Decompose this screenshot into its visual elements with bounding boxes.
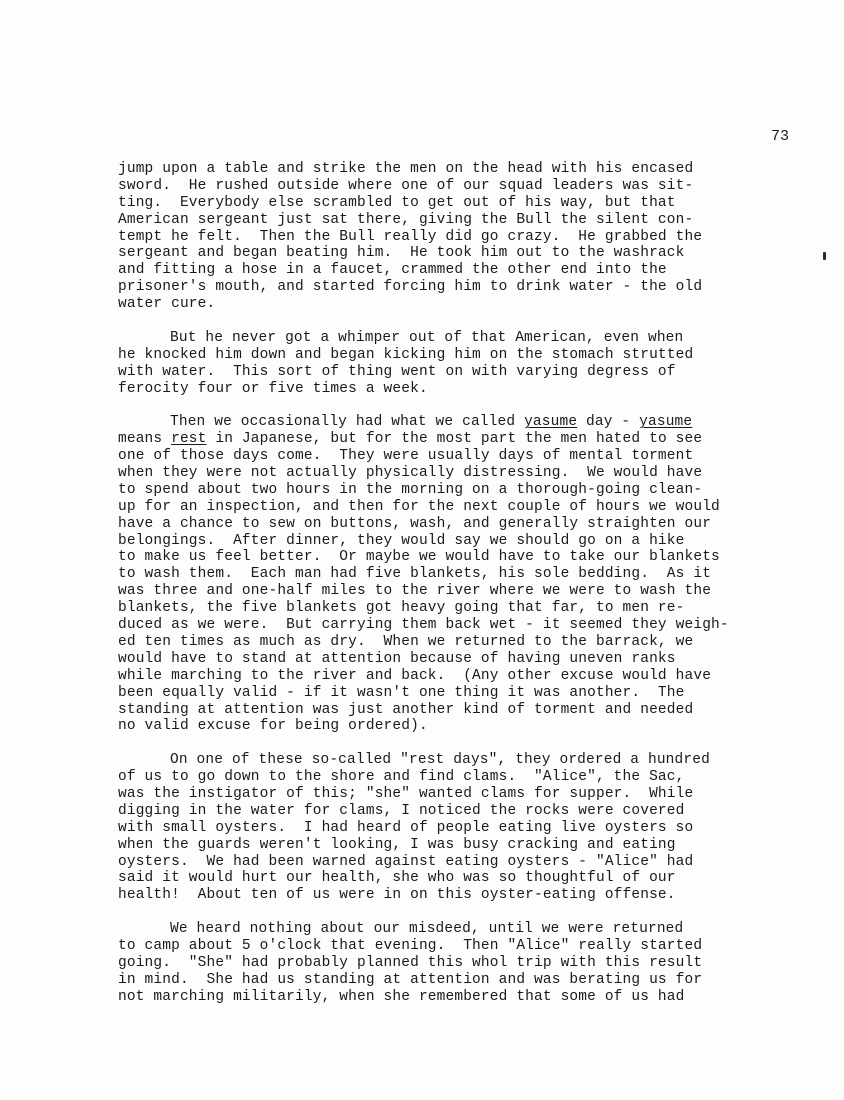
- text-segment: means: [118, 431, 172, 448]
- text-line: tempt he felt. Then the Bull really did go crazy. He grabbed the: [118, 228, 703, 245]
- text-line: On one of these so-called "rest days", they ordered a hundred: [170, 752, 710, 769]
- text-line: American sergeant just sat there, giving the Bull the silent con-: [118, 211, 694, 228]
- text-line: ferocity four or five times a week.: [118, 380, 428, 397]
- text-line: said it would hurt our health, she who was so thoughtful of our: [118, 870, 676, 887]
- text-line: duced as we were. But carrying them back wet - it seemed they weigh-: [118, 617, 729, 634]
- paragraph-1: [118, 161, 808, 313]
- text-line: standing at attention was just another kind of torment and needed: [118, 701, 694, 718]
- body-text: [118, 161, 808, 1022]
- text-line: in mind. She had us standing at attention and was berating us for: [118, 971, 703, 988]
- text-line: while marching to the river and back. (Any other excuse would have: [118, 667, 712, 684]
- text-line: was the instigator of this; "she" wanted clams for supper. While: [118, 785, 694, 802]
- page-number: 73: [771, 128, 790, 145]
- paragraph-5: [118, 921, 808, 1005]
- text-line: health! About ten of us were in on this oyster-eating offense.: [118, 887, 676, 904]
- text-line: no valid excuse for being ordered).: [118, 718, 428, 735]
- text-line: prisoner's mouth, and started forcing him to drink water - the old: [118, 279, 703, 296]
- text-line: would have to stand at attention because of having uneven ranks: [118, 650, 676, 667]
- text-line: one of those days come. They were usually days of mental torment: [118, 448, 694, 465]
- text-line: sergeant and began beating him. He took him out to the washrack: [118, 245, 685, 262]
- text-line: belongings. After dinner, they would say we should go on a hike: [118, 532, 685, 549]
- text-segment: in Japanese, but for the most part the men hated to see: [206, 431, 703, 448]
- text-line: was three and one-half miles to the river where we were to wash the: [118, 583, 712, 600]
- text-line: with small oysters. I had heard of people eating live oysters so: [118, 819, 694, 836]
- underlined-term: rest: [171, 431, 207, 448]
- underlined-term: yasume: [639, 414, 693, 431]
- paragraph-2: [118, 330, 808, 398]
- text-segment: Then we occasionally had what we called: [170, 414, 525, 431]
- text-line: ting. Everybody else scrambled to get out of his way, but that: [118, 194, 676, 211]
- text-line: water cure.: [118, 296, 216, 313]
- text-line: up for an inspection, and then for the next couple of hours we would: [118, 498, 720, 515]
- text-line: digging in the water for clams, I noticed the rocks were covered: [118, 802, 685, 819]
- text-line: oysters. We had been warned against eating oysters - "Alice" had: [118, 853, 694, 870]
- paragraph-4: [118, 752, 808, 904]
- text-line: and fitting a hose in a faucet, crammed the other end into the: [118, 262, 667, 279]
- margin-mark: [823, 252, 826, 260]
- text-line: to camp about 5 o'clock that evening. Then "Alice" really started: [118, 937, 703, 954]
- text-line: to make us feel better. Or maybe we would have to take our blankets: [118, 549, 720, 566]
- text-line: jump upon a table and strike the men on the head with his encased: [118, 161, 694, 177]
- text-line: [118, 414, 808, 431]
- text-line: have a chance to sew on buttons, wash, and generally straighten our: [118, 515, 712, 532]
- text-line: been equally valid - if it wasn't one thing it was another. The: [118, 684, 685, 701]
- text-line: [118, 431, 808, 448]
- text-line: when the guards weren't looking, I was busy cracking and eating: [118, 836, 676, 853]
- text-line: We heard nothing about our misdeed, until we were returned: [170, 921, 684, 938]
- text-line: to spend about two hours in the morning on a thorough-going clean-: [118, 481, 703, 498]
- text-line: of us to go down to the shore and find clams. "Alice", the Sac,: [118, 769, 685, 786]
- text-line: with water. This sort of thing went on with varying degress of: [118, 363, 676, 380]
- text-line: not marching militarily, when she remembered that some of us had: [118, 988, 685, 1005]
- text-line: going. "She" had probably planned this whol trip with this result: [118, 954, 703, 971]
- text-line: when they were not actually physically distressing. We would have: [118, 465, 703, 482]
- text-line: blankets, the five blankets got heavy going that far, to men re-: [118, 600, 685, 617]
- underlined-term: yasume: [524, 414, 578, 431]
- text-line: to wash them. Each man had five blankets, his sole bedding. As it: [118, 566, 712, 583]
- text-line: But he never got a whimper out of that American, even when: [170, 329, 684, 346]
- text-segment: day -: [577, 414, 640, 431]
- text-line: he knocked him down and began kicking him on the stomach strutted: [118, 346, 694, 363]
- text-line: sword. He rushed outside where one of our squad leaders was sit-: [118, 177, 694, 194]
- text-line: ed ten times as much as dry. When we returned to the barrack, we: [118, 633, 694, 650]
- paragraph-3: [118, 414, 808, 735]
